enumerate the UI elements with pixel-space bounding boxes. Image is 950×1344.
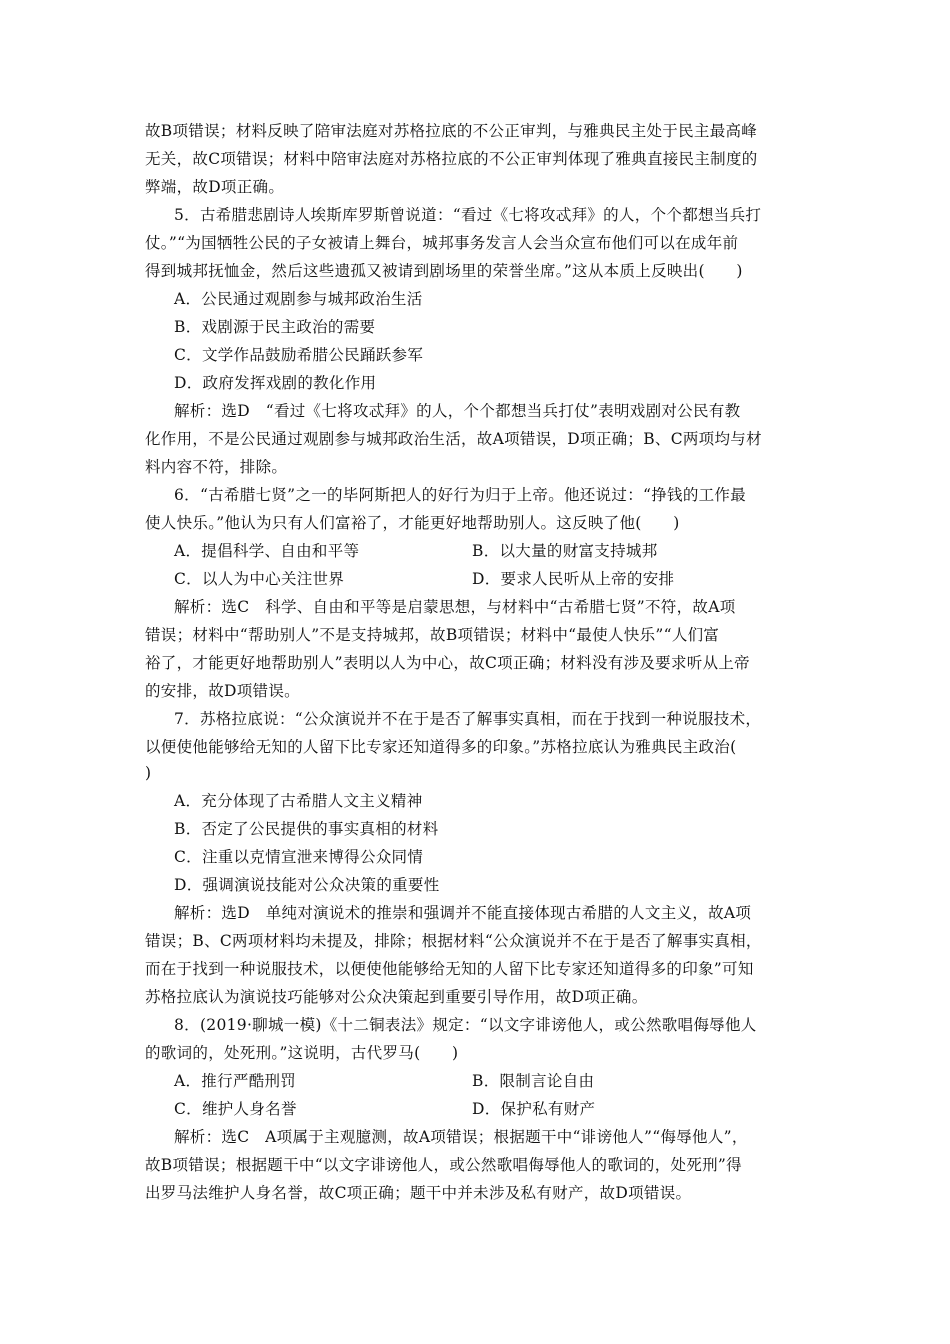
text-line: 弊端，故D项正确。 — [145, 178, 285, 196]
option-d: D．政府发挥戏剧的教化作用 — [174, 374, 377, 392]
option-b: B．以大量的财富支持城邦 — [472, 542, 658, 560]
option-c: C．以人为中心关注世界 — [174, 570, 345, 588]
text-line: 无关，故C项错误；材料中陪审法庭对苏格拉底的不公正审判体现了雅典直接民主制度的 — [145, 150, 758, 168]
question-6-stem: 6．“古希腊七贤”之一的毕阿斯把人的好行为归于上帝。他还说过：“挣钱的工作最 — [174, 486, 747, 504]
text-line: 的歌词的，处死刑。”这说明，古代罗马( ) — [145, 1044, 459, 1062]
text-line: 化作用，不是公民通过观剧参与城邦政治生活，故A项错误，D项正确；B、C两项均与材 — [145, 430, 762, 448]
option-d: D．强调演说技能对公众决策的重要性 — [174, 876, 440, 894]
option-a: A．提倡科学、自由和平等 — [174, 542, 360, 560]
text-line: 出罗马法维护人身名誉，故C项正确；题干中并未涉及私有财产，故D项错误。 — [145, 1184, 692, 1202]
option-c: C．维护人身名誉 — [174, 1100, 297, 1118]
text-line: 使人快乐。”他认为只有人们富裕了，才能更好地帮助别人。这反映了他( ) — [145, 514, 680, 532]
text-line: 料内容不符，排除。 — [145, 458, 288, 476]
option-a: A．公民通过观剧参与城邦政治生活 — [174, 290, 423, 308]
text-line: 得到城邦抚恤金，然后这些遗孤又被请到剧场里的荣誉坐席。”这从本质上反映出( ) — [145, 262, 743, 280]
analysis-8: 解析：选C A项属于主观臆测，故A项错误；根据题干中“诽谤他人”“侮辱他人”， — [174, 1128, 748, 1146]
text-line: ) — [145, 764, 152, 782]
text-line: 以便使他能够给无知的人留下比专家还知道得多的印象。”苏格拉底认为雅典民主政治( — [145, 738, 737, 756]
option-d: D．要求人民听从上帝的安排 — [472, 570, 675, 588]
text-line: 苏格拉底认为演说技巧能够对公众决策起到重要引导作用，故D项正确。 — [145, 988, 648, 1006]
question-8-stem: 8．(2019·聊城一模)《十二铜表法》规定：“以文字诽谤他人，或公然歌唱侮辱他人 — [174, 1016, 757, 1034]
analysis-7: 解析：选D 单纯对演说术的推崇和强调并不能直接体现古希腊的人文主义，故A项 — [174, 904, 752, 922]
question-7-stem: 7．苏格拉底说：“公众演说并不在于是否了解事实真相，而在于找到一种说服技术， — [174, 710, 762, 728]
text-line: 的安排，故D项错误。 — [145, 682, 300, 700]
text-line: 而在于找到一种说服技术，以便使他能够给无知的人留下比专家还知道得多的印象”可知 — [145, 960, 754, 978]
text-line: 裕了，才能更好地帮助别人”表明以人为中心，故C项正确；材料没有涉及要求听从上帝 — [145, 654, 750, 672]
text-line: 仗。”“为国牺牲公民的子女被请上舞台，城邦事务发言人会当众宣布他们可以在成年前 — [145, 234, 739, 252]
option-c: C．文学作品鼓励希腊公民踊跃参军 — [174, 346, 424, 364]
option-d: D．保护私有财产 — [472, 1100, 596, 1118]
text-line: 故B项错误；根据题干中“以文字诽谤他人，或公然歌唱侮辱他人的歌词的，处死刑”得 — [145, 1156, 742, 1174]
question-5-stem: 5．古希腊悲剧诗人埃斯库罗斯曾说道：“看过《七将攻忒拜》的人，个个都想当兵打 — [174, 206, 762, 224]
text-line: 故B项错误；材料反映了陪审法庭对苏格拉底的不公正审判，与雅典民主处于民主最高峰 — [145, 122, 758, 140]
option-a: A．充分体现了古希腊人文主义精神 — [174, 792, 423, 810]
option-b: B．戏剧源于民主政治的需要 — [174, 318, 376, 336]
text-line: 错误；材料中“帮助别人”不是支持城邦，故B项错误；材料中“最使人快乐”“人们富 — [145, 626, 720, 644]
option-a: A．推行严酷刑罚 — [174, 1072, 297, 1090]
option-b: B．限制言论自由 — [472, 1072, 595, 1090]
text-line: 错误；B、C两项材料均未提及，排除；根据材料“公众演说并不在于是否了解事实真相， — [145, 932, 762, 950]
analysis-6: 解析：选C 科学、自由和平等是启蒙思想，与材料中“古希腊七贤”不符，故A项 — [174, 598, 736, 616]
analysis-5: 解析：选D “看过《七将攻忒拜》的人，个个都想当兵打仗”表明戏剧对公民有教 — [174, 402, 741, 420]
option-b: B．否定了公民提供的事实真相的材料 — [174, 820, 439, 838]
option-c: C．注重以克情宣泄来博得公众同情 — [174, 848, 424, 866]
